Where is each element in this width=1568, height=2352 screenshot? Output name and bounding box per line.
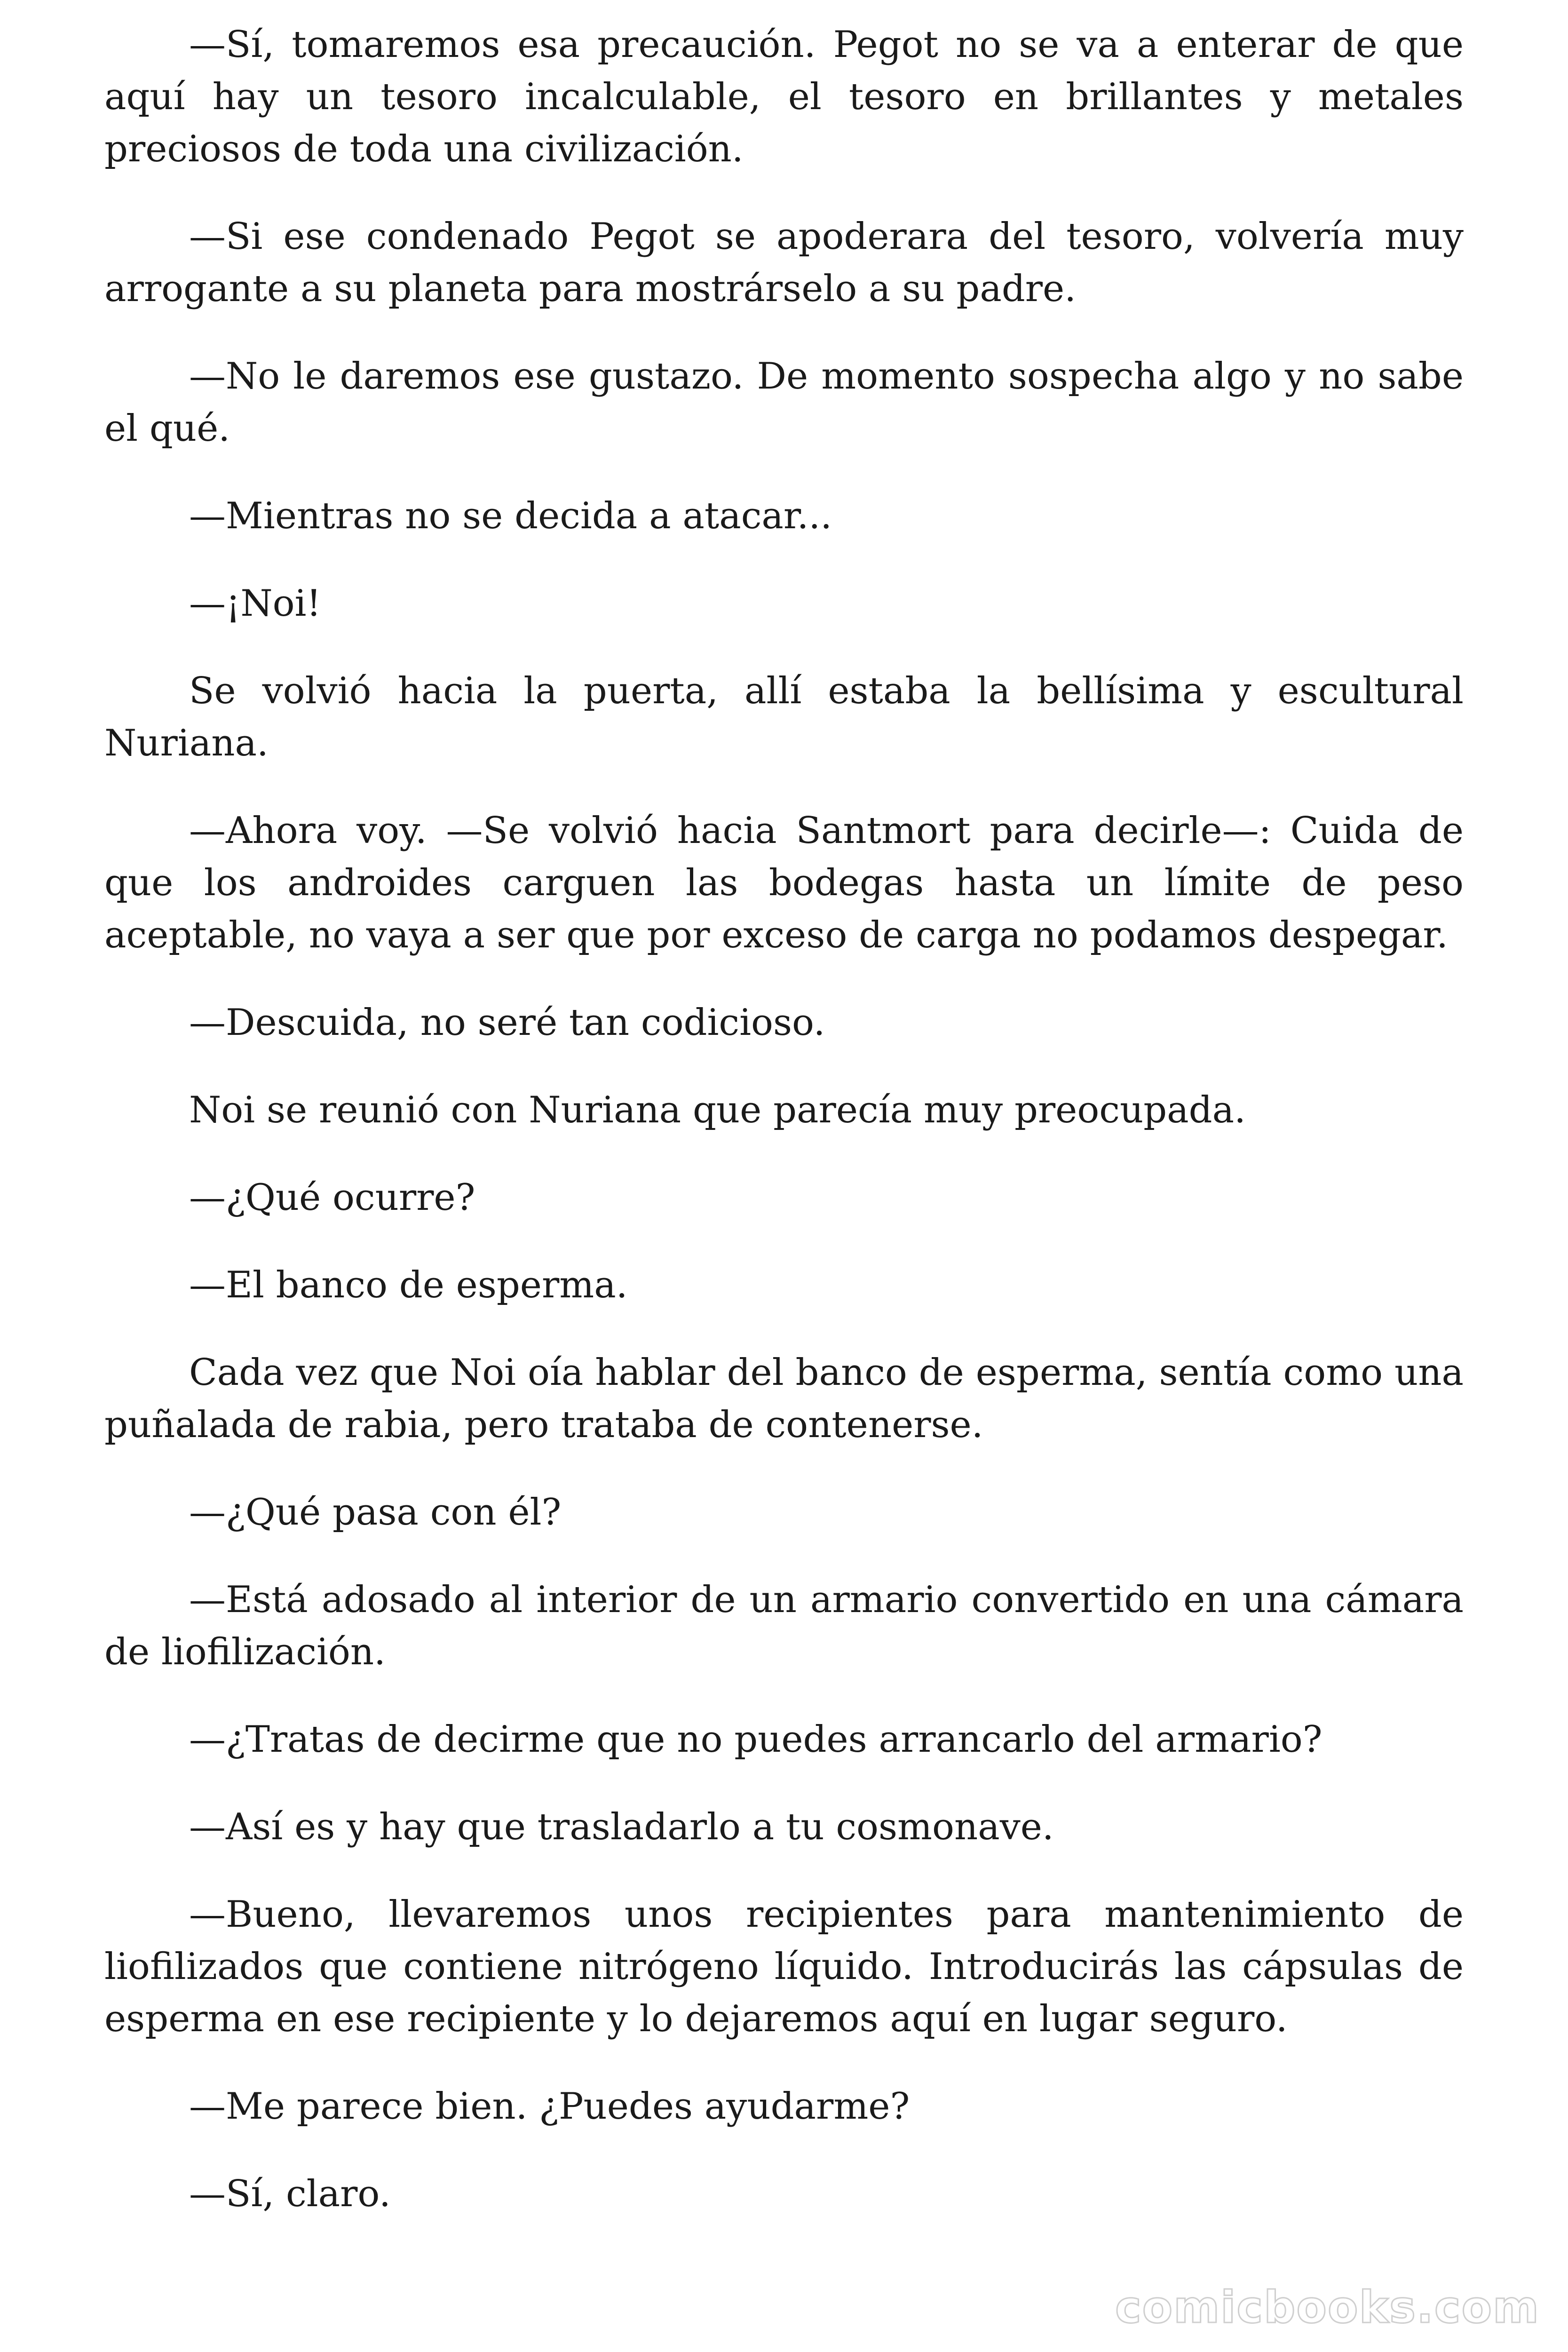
- paragraph: —¿Qué pasa con él?: [189, 1491, 562, 1534]
- paragraph: —No le daremos ese gustazo. De momento sospecha algo y no sabe el qué.: [104, 355, 1464, 450]
- paragraph: —Está adosado al interior de un armario convertido en una cámara de liofilización.: [104, 1579, 1464, 1673]
- paragraph: —Sí, tomaremos esa precaución. Pegot no se va a enterar de que aquí hay un tesoro incalculable, el tesoro en brillantes y metales preciosos de toda una civilización.: [104, 24, 1464, 170]
- paragraph: —Así es y hay que trasladarlo a tu cosmonave.: [189, 1806, 1054, 1848]
- paragraph: —Me parece bien. ¿Puedes ayudarme?: [189, 2085, 910, 2128]
- paragraph: —Sí, claro.: [189, 2173, 391, 2215]
- paragraph: —Mientras no se decida a atacar...: [189, 495, 832, 537]
- paragraph: —Si ese condenado Pegot se apoderara del tesoro, volvería muy arrogante a su planeta para mostrárselo a su padre.: [104, 215, 1464, 310]
- paragraph: —El banco de esperma.: [189, 1264, 628, 1306]
- watermark: comicbooks.com: [1115, 2282, 1540, 2333]
- paragraph: Noi se reunió con Nuriana que parecía muy preocupada.: [189, 1089, 1246, 1131]
- paragraph: Se volvió hacia la puerta, allí estaba la bellísima y escultural Nuriana.: [104, 670, 1464, 764]
- paragraph: —Descuida, no seré tan codicioso.: [189, 1001, 825, 1044]
- paragraph: —¿Qué ocurre?: [189, 1176, 475, 1219]
- book-page-text: [104, 19, 1464, 2256]
- paragraph: —Ahora voy. —Se volvió hacia Santmort para decirle—: Cuida de que los androides carguen las bodegas hasta un límite de peso aceptable, no vaya a ser que por exceso de carga no podamos despegar.: [104, 810, 1464, 956]
- paragraph: —Bueno, llevaremos unos recipientes para mantenimiento de liofilizados que contiene nitrógeno líquido. Introducirás las cápsulas de esperma en ese recipiente y lo dejaremos aquí en lugar seguro.: [104, 1893, 1464, 2040]
- paragraph: —¡Noi!: [189, 582, 321, 625]
- paragraph: —¿Tratas de decirme que no puedes arrancarlo del armario?: [189, 1718, 1323, 1761]
- paragraph: Cada vez que Noi oía hablar del banco de esperma, sentía como una puñalada de rabia, pero trataba de contenerse.: [104, 1351, 1464, 1446]
